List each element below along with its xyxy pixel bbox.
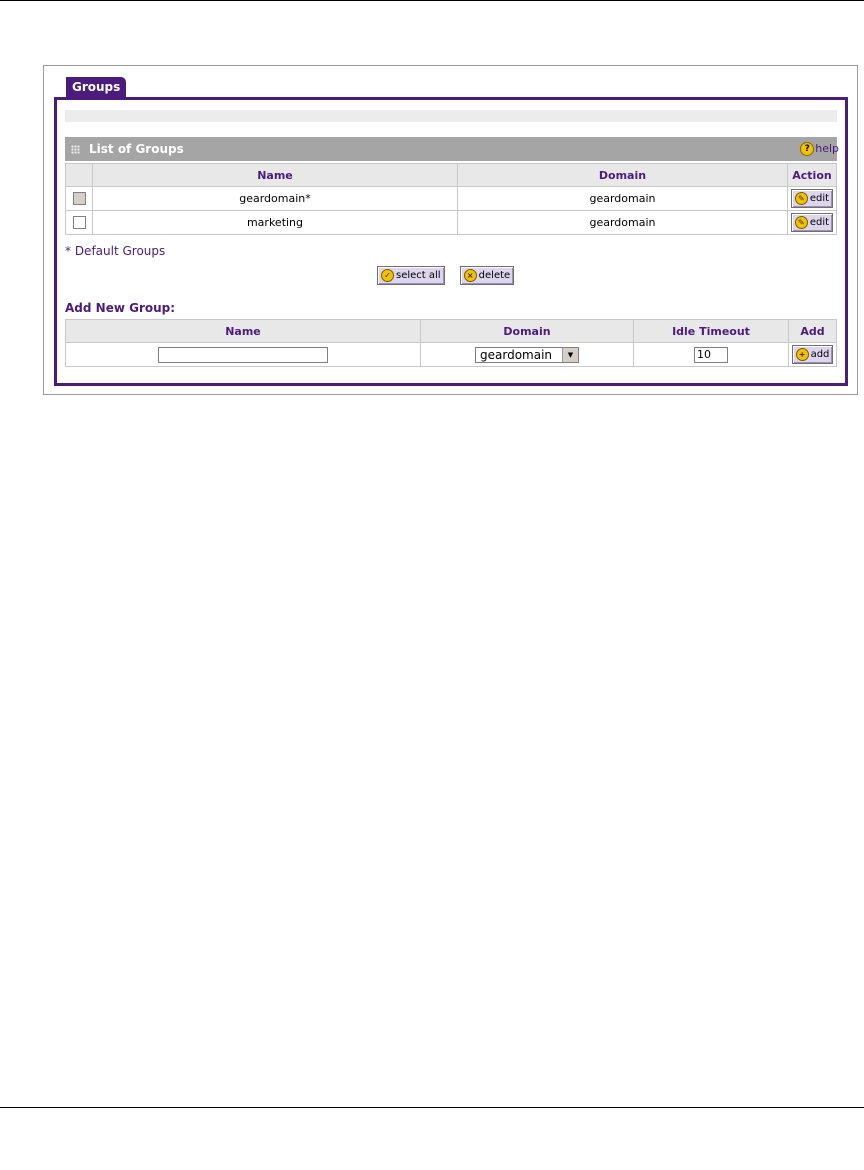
add-column-header-domain: Domain <box>421 320 634 343</box>
add-group-table <box>65 319 837 367</box>
add-label: add <box>810 349 830 360</box>
select-all-label: select all <box>396 270 441 281</box>
groups-panel <box>54 97 848 386</box>
domain-select[interactable] <box>475 347 579 363</box>
message-bar <box>65 110 837 122</box>
new-domain-cell <box>421 343 634 367</box>
grip-icon <box>71 145 80 154</box>
group-domain-cell: geardomain <box>458 211 788 235</box>
table-row <box>66 211 837 235</box>
row-select-cell <box>66 187 93 211</box>
default-groups-note: * Default Groups <box>65 244 166 258</box>
column-header-action: Action <box>788 164 837 187</box>
column-header-domain: Domain <box>458 164 788 187</box>
list-actions <box>377 265 524 285</box>
groups-table <box>65 163 837 235</box>
action-cell <box>788 187 837 211</box>
row-select-cell <box>66 211 93 235</box>
add-column-header-name: Name <box>66 320 421 343</box>
select-column-header <box>66 164 93 187</box>
table-header-row <box>66 164 837 187</box>
edit-icon: ✎ <box>795 216 808 229</box>
help-link[interactable] <box>800 137 839 161</box>
delete-label: delete <box>478 270 511 281</box>
edit-icon: ✎ <box>795 192 808 205</box>
page-bottom-rule <box>0 1107 864 1108</box>
delete-icon: × <box>464 269 477 282</box>
list-of-groups-header <box>65 137 837 161</box>
add-group-row <box>66 343 837 367</box>
delete-button[interactable] <box>460 266 515 285</box>
idle-timeout-input[interactable] <box>694 347 728 363</box>
group-name-cell: marketing <box>93 211 458 235</box>
check-icon: ✓ <box>381 269 394 282</box>
edit-button[interactable] <box>791 213 833 232</box>
page-top-rule <box>0 0 864 1</box>
edit-label: edit <box>809 193 830 204</box>
domain-select-value: geardomain <box>480 347 553 362</box>
new-name-cell <box>66 343 421 367</box>
tab-groups[interactable]: Groups <box>66 77 126 98</box>
groups-screenshot-frame <box>43 65 858 395</box>
chevron-down-icon[interactable]: ▼ <box>562 348 578 362</box>
add-button[interactable] <box>792 345 834 364</box>
group-name-cell: geardomain* <box>93 187 458 211</box>
help-label: help <box>815 142 839 155</box>
add-new-group-title: Add New Group: <box>65 301 176 315</box>
group-domain-cell: geardomain <box>458 187 788 211</box>
edit-button[interactable] <box>791 189 833 208</box>
add-cell <box>789 343 837 367</box>
add-column-header-idle-timeout: Idle Timeout <box>634 320 789 343</box>
plus-icon: + <box>796 348 809 361</box>
row-checkbox-disabled <box>73 192 86 205</box>
help-icon: ? <box>800 142 814 156</box>
add-table-header-row <box>66 320 837 343</box>
group-name-input[interactable] <box>158 347 328 363</box>
edit-label: edit <box>809 217 830 228</box>
add-column-header-add: Add <box>789 320 837 343</box>
action-cell <box>788 211 837 235</box>
row-checkbox[interactable] <box>73 216 86 229</box>
idle-timeout-cell <box>634 343 789 367</box>
column-header-name: Name <box>93 164 458 187</box>
table-row <box>66 187 837 211</box>
section-title: List of Groups <box>89 142 184 156</box>
select-all-button[interactable] <box>377 266 445 285</box>
